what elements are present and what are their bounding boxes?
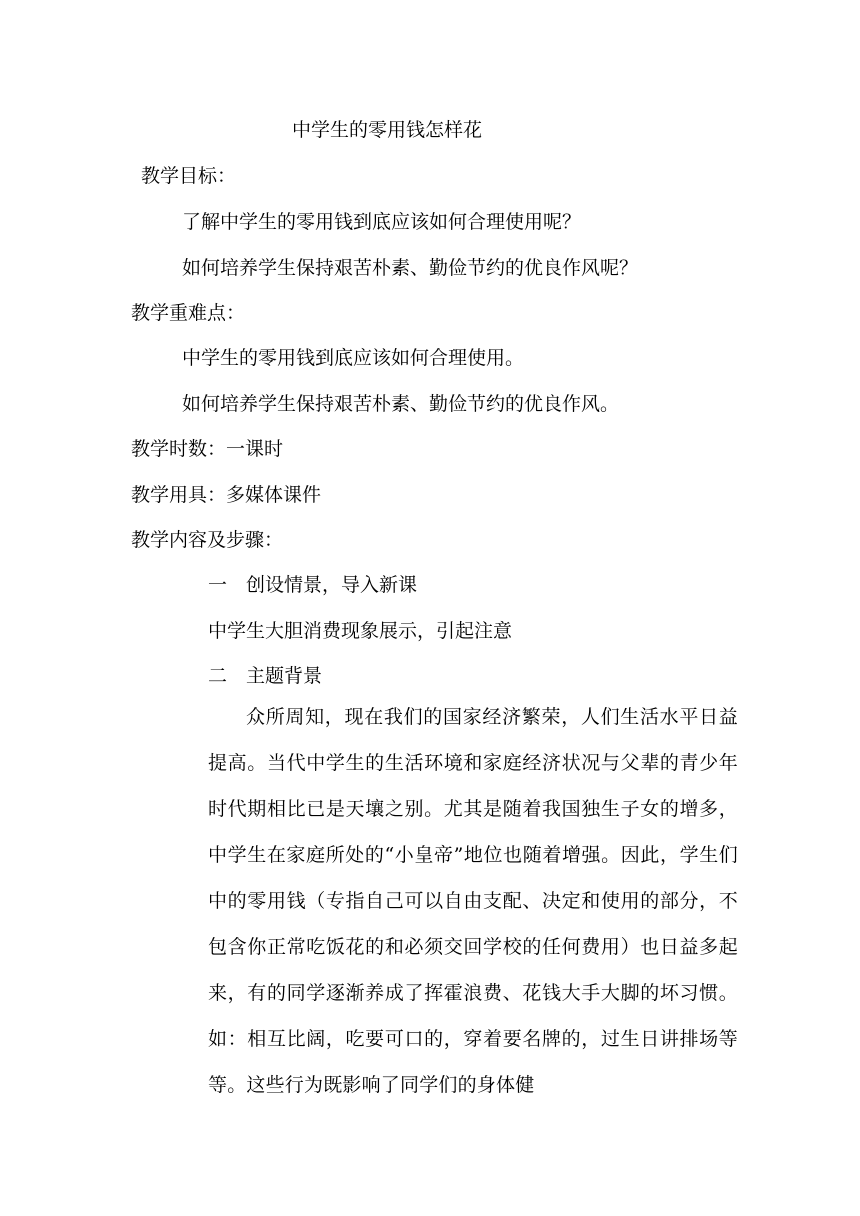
goal-item: 了解中学生的零用钱到底应该如何合理使用呢？: [182, 211, 582, 233]
key-points-heading: 教学重难点：: [131, 302, 246, 324]
section-1-text: 中学生大胆消费现象展示，引起注意: [208, 620, 513, 642]
steps-heading: 教学内容及步骤：: [131, 529, 284, 551]
section-2-paragraph: 众所周知，现在我们的国家经济繁荣，人们生活水平日益提高。当代中学生的生活环境和家庭经济状况与父辈的青少年时代期相比已是天壤之别。尤其是随着我国独生子女的增多，中学生在家庭所处的“小皇帝”地位也随着增强。因此，学生们中的零用钱（专指自己可以自由支配、决定和使用的部分，不包含你正常吃饭花的和必须交回学校的任何费用）也日益多起来，有的同学逐渐养成了挥霍浪费、花钱大手大脚的坏习惯。如：相互比阔，吃要可口的，穿着要名牌的，过生日讲排场等等。这些行为既影响了同学们的身体健: [208, 706, 738, 1096]
section-2-heading: 二 主题背景: [208, 665, 323, 687]
key-point-item: 如何培养学生保持艰苦朴素、勤俭节约的优良作风。: [182, 393, 620, 415]
key-point-item: 中学生的零用钱到底应该如何合理使用。: [182, 347, 525, 369]
document-title: 中学生的零用钱怎样花: [292, 119, 483, 141]
section-1-heading: 一 创设情景，导入新课: [208, 574, 418, 596]
teaching-tools: 教学用具：多媒体课件: [131, 484, 322, 506]
goal-item: 如何培养学生保持艰苦朴素、勤俭节约的优良作风呢？: [182, 257, 639, 279]
teaching-hours: 教学时数：一课时: [131, 438, 284, 460]
goals-heading: 教学目标：: [141, 165, 237, 187]
